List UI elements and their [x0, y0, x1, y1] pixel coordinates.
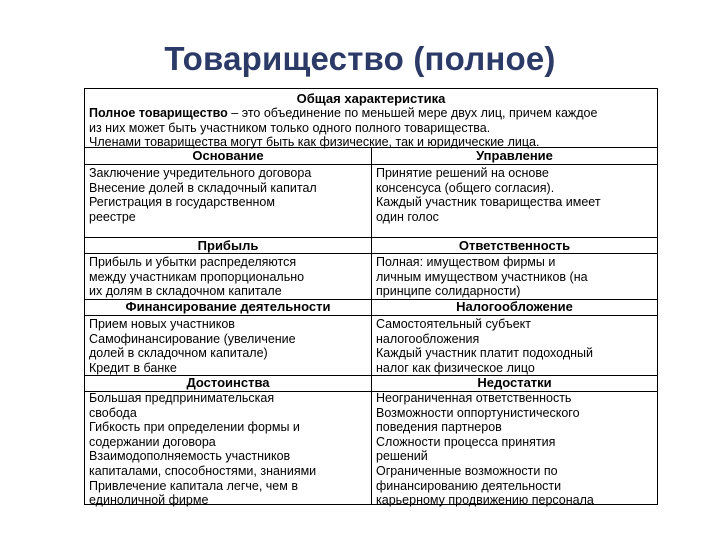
taxation-line: Самостоятельный субъект: [376, 317, 531, 331]
advantages-content: [85, 391, 371, 508]
general-term: Полное товарищество: [89, 106, 228, 120]
page-title: Товарищество (полное): [164, 40, 556, 77]
financing-line: долей в складочном капитале): [89, 346, 268, 361]
profit-line: между участникам пропорционально: [89, 269, 305, 284]
taxation-content: [372, 317, 657, 375]
management-line: один голос: [376, 209, 439, 224]
financing-line: Прием новых участников: [89, 317, 235, 331]
financing-content: [85, 317, 371, 375]
management-content: [372, 166, 657, 224]
general-header: Общая характеристика: [296, 92, 446, 106]
disadvantages-content: [372, 391, 657, 508]
taxation-line: налог как физическое лицо: [376, 360, 535, 375]
disadvantages-line: Сложности процесса принятия: [376, 434, 556, 449]
financing-line: Самофинансирование (увеличение: [89, 331, 296, 346]
disadvantages-line: Возможности оппортунистического: [376, 405, 580, 420]
liability-content: [372, 255, 657, 299]
general-line-1: [89, 106, 657, 121]
basis-content: [85, 166, 371, 224]
profit-content: [85, 255, 371, 299]
disadvantages-header: Недостатки: [477, 376, 552, 390]
taxation-line: налогообложения: [376, 331, 480, 346]
liability-line: личным имуществом участников (на: [376, 269, 588, 284]
general-line-1-rest: – это объединение по меньшей мере двух лиц, причем каждое: [227, 106, 598, 120]
basis-line: Заключение учредительного договора: [89, 166, 312, 180]
advantages-line: единоличной фирме: [89, 493, 209, 508]
disadvantages-line: решений: [376, 449, 428, 464]
basis-line: реестре: [89, 209, 136, 224]
liability-line: Полная: имуществом фирмы и: [376, 255, 556, 269]
basis-line: Внесение долей в складочный капитал: [89, 180, 317, 195]
advantages-line: капиталами, способностями, знаниями: [89, 463, 317, 478]
advantages-header: Достоинства: [186, 376, 270, 390]
disadvantages-line: финансированию деятельности: [376, 478, 562, 493]
advantages-line: Большая предпринимательская: [89, 391, 275, 405]
advantages-line: содержании договора: [89, 434, 216, 449]
management-line: консенсуса (общего согласия).: [376, 180, 555, 195]
profit-header: Прибыль: [197, 239, 259, 253]
management-line: Принятие решений на основе: [376, 166, 549, 180]
profit-line: Прибыль и убытки распределяются: [89, 255, 297, 269]
basis-line: Регистрация в государственном: [89, 195, 275, 210]
liability-line: принципе солидарности): [376, 284, 521, 299]
liability-header: Ответственность: [458, 239, 571, 253]
taxation-header: Налогообложение: [456, 300, 573, 314]
disadvantages-line: поведения партнеров: [376, 420, 502, 435]
financing-header: Финансирование деятельности: [125, 300, 331, 314]
general-line-3: Членами товарищества могут быть как физические, так и юридические лица.: [89, 135, 540, 150]
general-description: [85, 106, 657, 150]
management-line: Каждый участник товарищества имеет: [376, 195, 601, 210]
management-header: Управление: [476, 149, 553, 163]
disadvantages-line: Неограниченная ответственность: [376, 391, 572, 405]
profit-line: их долям в складочном капитале: [89, 284, 282, 299]
general-line-2: из них может быть участником только одного полного товарищества.: [89, 120, 491, 135]
advantages-line: Гибкость при определении формы и: [89, 420, 300, 435]
disadvantages-line: Ограниченные возможности по: [376, 463, 558, 478]
basis-header: Основание: [192, 149, 264, 163]
advantages-line: свобода: [89, 405, 137, 420]
column-divider: [371, 147, 372, 505]
taxation-line: Каждый участник платит подоходный: [376, 346, 593, 361]
characteristics-table: [84, 88, 658, 508]
disadvantages-line: карьерному продвижению персонала: [376, 493, 594, 508]
advantages-line: Привлечение капитала легче, чем в: [89, 478, 298, 493]
advantages-line: Взаимодополняемость участников: [89, 449, 291, 464]
financing-line: Кредит в банке: [89, 360, 177, 375]
